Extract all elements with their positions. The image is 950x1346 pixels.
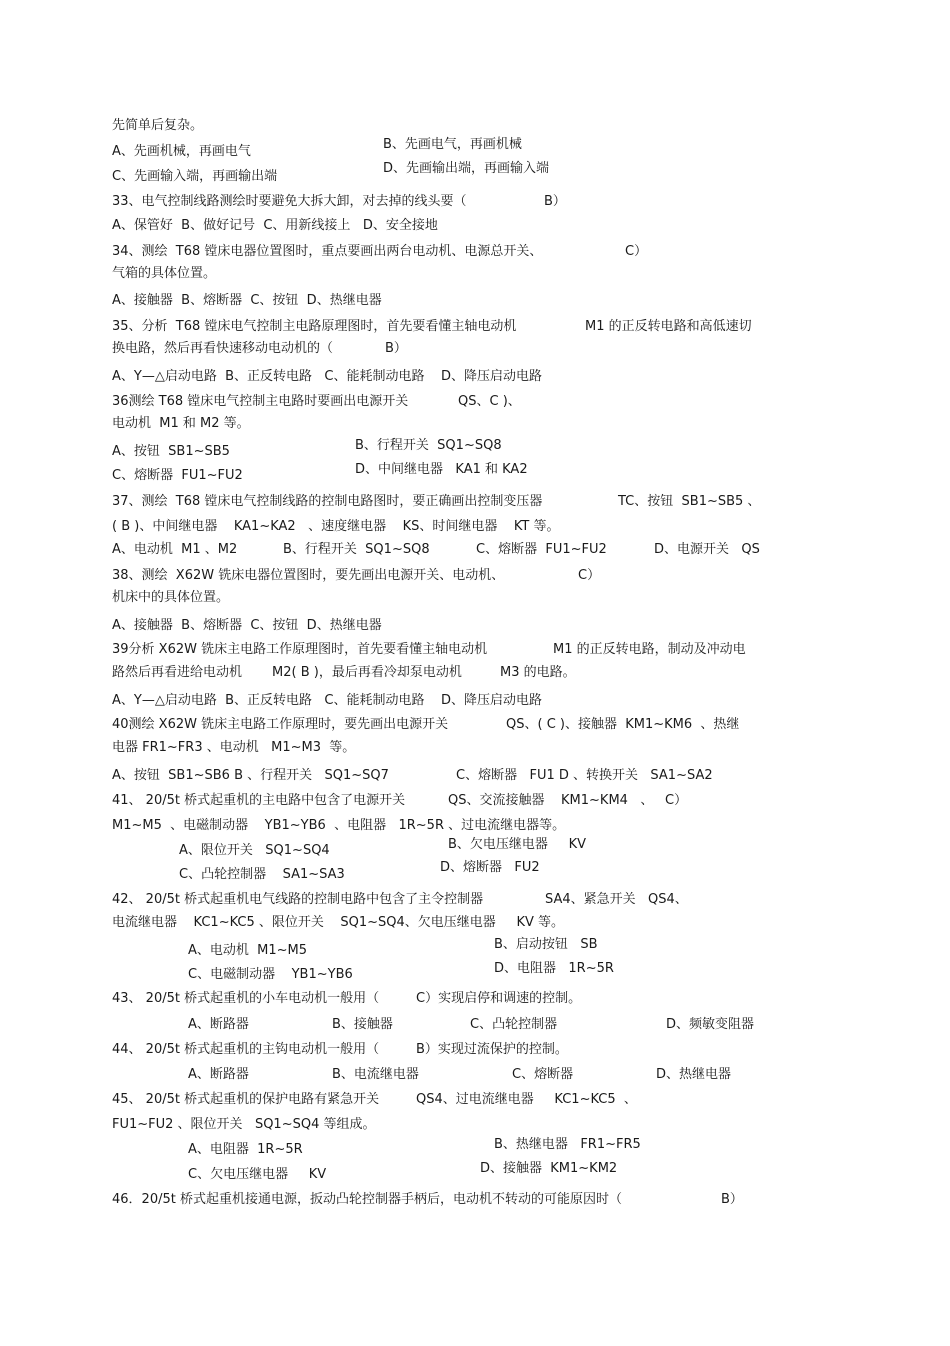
text-line: 45、 20/5t 桥式起重机的保护电路有紧急开关 (112, 1092, 380, 1107)
text-line: C）实现启停和调速的控制。 (416, 991, 582, 1006)
text-line: 42、 20/5t 桥式起重机电气线路的控制电路中包含了主令控制器 (112, 892, 484, 907)
text-line: A、电动机 M1~M5 (188, 943, 308, 958)
text-line: B）实现过流保护的控制。 (416, 1042, 568, 1057)
text-line: 41、 20/5t 桥式起重机的主电路中包含了电源开关 (112, 793, 406, 808)
text-line: A、Y—△启动电路 B、正反转电路 C、能耗制动电路 D、降压启动电路 (112, 369, 543, 384)
text-line: QS4、过电流继电器 KC1~KC5 、 (416, 1092, 637, 1107)
text-line: B、行程开关 SQ1~SQ8 (283, 542, 430, 557)
text-line: C） (625, 244, 648, 259)
text-line: C） (578, 568, 601, 583)
text-line: B） (544, 194, 566, 209)
text-line: A、保管好 B、做好记号 C、用新线接上 D、安全接地 (112, 218, 438, 233)
text-line: D、熔断器 FU2 (440, 860, 540, 875)
text-line: B、先画电气，再画机械 (383, 137, 522, 152)
text-line: A、先画机械，再画电气 (112, 144, 251, 159)
text-line: ( B )、中间继电器 KA1~KA2 、速度继电器 KS、时间继电器 KT 等。 (112, 519, 560, 534)
text-line: D、频敏变阻器 (666, 1017, 755, 1032)
text-line: QS、交流接触器 KM1~KM4 、 (448, 793, 654, 808)
text-line: FU1~FU2 、限位开关 SQ1~SQ4 等组成。 (112, 1117, 376, 1132)
text-line: A、接触器 B、熔断器 C、按钮 D、热继电器 (112, 293, 382, 308)
text-line: B、电流继电器 (332, 1067, 419, 1082)
text-line: A、接触器 B、熔断器 C、按钮 D、热继电器 (112, 618, 382, 633)
text-line: A、电阻器 1R~5R (188, 1142, 303, 1157)
text-line: 33、电气控制线路测绘时要避免大拆大卸，对去掉的线头要（ (112, 194, 467, 209)
text-line: M3 的电路。 (500, 665, 576, 680)
text-line: D、电源开关 QS (654, 542, 760, 557)
text-line: B、接触器 (332, 1017, 393, 1032)
text-line: D、热继电器 (656, 1067, 732, 1082)
text-line: 35、分析 T68 镗床电气控制主电路原理图时，首先要看懂主轴电动机 (112, 319, 517, 334)
text-line: C） (665, 793, 688, 808)
text-line: C、熔断器 FU1 D 、转换开关 SA1~SA2 (456, 768, 713, 783)
text-line: A、Y—△启动电路 B、正反转电路 C、能耗制动电路 D、降压启动电路 (112, 693, 543, 708)
text-line: 43、 20/5t 桥式起重机的小车电动机一般用（ (112, 991, 380, 1006)
text-line: D、接触器 KM1~KM2 (480, 1161, 618, 1176)
text-line: M1 的正反转电路和高低速切 (585, 319, 752, 334)
text-line: D、中间继电器 KA1 和 KA2 (355, 462, 528, 477)
text-line: D、先画输出端，再画输入端 (383, 161, 550, 176)
text-line: A、断路器 (188, 1017, 249, 1032)
text-line: 44、 20/5t 桥式起重机的主钩电动机一般用（ (112, 1042, 380, 1057)
text-line: B） (721, 1192, 743, 1207)
text-line: 37、测绘 T68 镗床电气控制线路的控制电路图时，要正确画出控制变压器 (112, 494, 543, 509)
text-line: 电器 FR1~FR3 、电动机 M1~M3 等。 (112, 740, 356, 755)
text-line: SA4、紧急开关 QS4、 (545, 892, 688, 907)
text-line: A、按钮 SB1~SB6 B 、行程开关 SQ1~SQ7 (112, 768, 389, 783)
text-line: 换电路，然后再看快速移动电动机的（ (112, 341, 334, 356)
text-line: B、启动按钮 SB (494, 937, 598, 952)
text-line: M2( B )，最后再看冷却泵电动机 (272, 665, 462, 680)
text-line: 40测绘 X62W 铣床主电路工作原理时，要先画出电源开关 (112, 717, 449, 732)
text-line: D、电阻器 1R~5R (494, 961, 614, 976)
text-line: 电流继电器 KC1~KC5 、限位开关 SQ1~SQ4、欠电压继电器 KV 等。 (112, 915, 565, 930)
text-line: C、电磁制动器 YB1~YB6 (188, 967, 353, 982)
text-line: 34、测绘 T68 镗床电器位置图时，重点要画出两台电动机、电源总开关、 (112, 244, 543, 259)
text-line: QS、C )、 (458, 394, 521, 409)
text-line: 39分析 X62W 铣床主电路工作原理图时，首先要看懂主轴电动机 (112, 642, 488, 657)
text-line: B、热继电器 FR1~FR5 (494, 1137, 641, 1152)
text-line: 路然后再看进给电动机 (112, 665, 243, 680)
text-line: 46．20/5t 桥式起重机接通电源，扳动凸轮控制器手柄后，电动机不转动的可能原因时（ (112, 1192, 622, 1207)
text-line: C、凸轮控制器 SA1~SA3 (179, 867, 345, 882)
text-line: 机床中的具体位置。 (112, 590, 230, 605)
text-line: A、按钮 SB1~SB5 (112, 444, 230, 459)
text-line: C、熔断器 FU1~FU2 (476, 542, 607, 557)
text-line: 气箱的具体位置。 (112, 266, 217, 281)
text-line: C、熔断器 (512, 1067, 574, 1082)
text-line: 38、测绘 X62W 铣床电器位置图时，要先画出电源开关、电动机、 (112, 568, 505, 583)
text-line: C、熔断器 FU1~FU2 (112, 468, 243, 483)
text-line: B） (385, 341, 407, 356)
text-line: 电动机 M1 和 M2 等。 (112, 416, 250, 431)
text-line: C、先画输入端，再画输出端 (112, 169, 278, 184)
text-line: B、欠电压继电器 KV (448, 837, 586, 852)
text-line: A、限位开关 SQ1~SQ4 (179, 843, 330, 858)
text-line: 先简单后复杂。 (112, 118, 204, 133)
text-line: M1~M5 、电磁制动器 YB1~YB6 、电阻器 1R~5R 、过电流继电器等。 (112, 818, 566, 833)
text-line: C、欠电压继电器 KV (188, 1167, 327, 1182)
text-line: M1 的正反转电路，制动及冲动电 (553, 642, 746, 657)
text-line: B、行程开关 SQ1~SQ8 (355, 438, 502, 453)
text-line: 36测绘 T68 镗床电气控制主电路时要画出电源开关 (112, 394, 409, 409)
text-line: QS、( C )、接触器 KM1~KM6 、热继 (506, 717, 740, 732)
text-line: C、凸轮控制器 (470, 1017, 558, 1032)
text-line: A、电动机 M1 、M2 (112, 542, 238, 557)
text-line: TC、按钮 SB1~SB5 、 (618, 494, 761, 509)
text-line: A、断路器 (188, 1067, 249, 1082)
